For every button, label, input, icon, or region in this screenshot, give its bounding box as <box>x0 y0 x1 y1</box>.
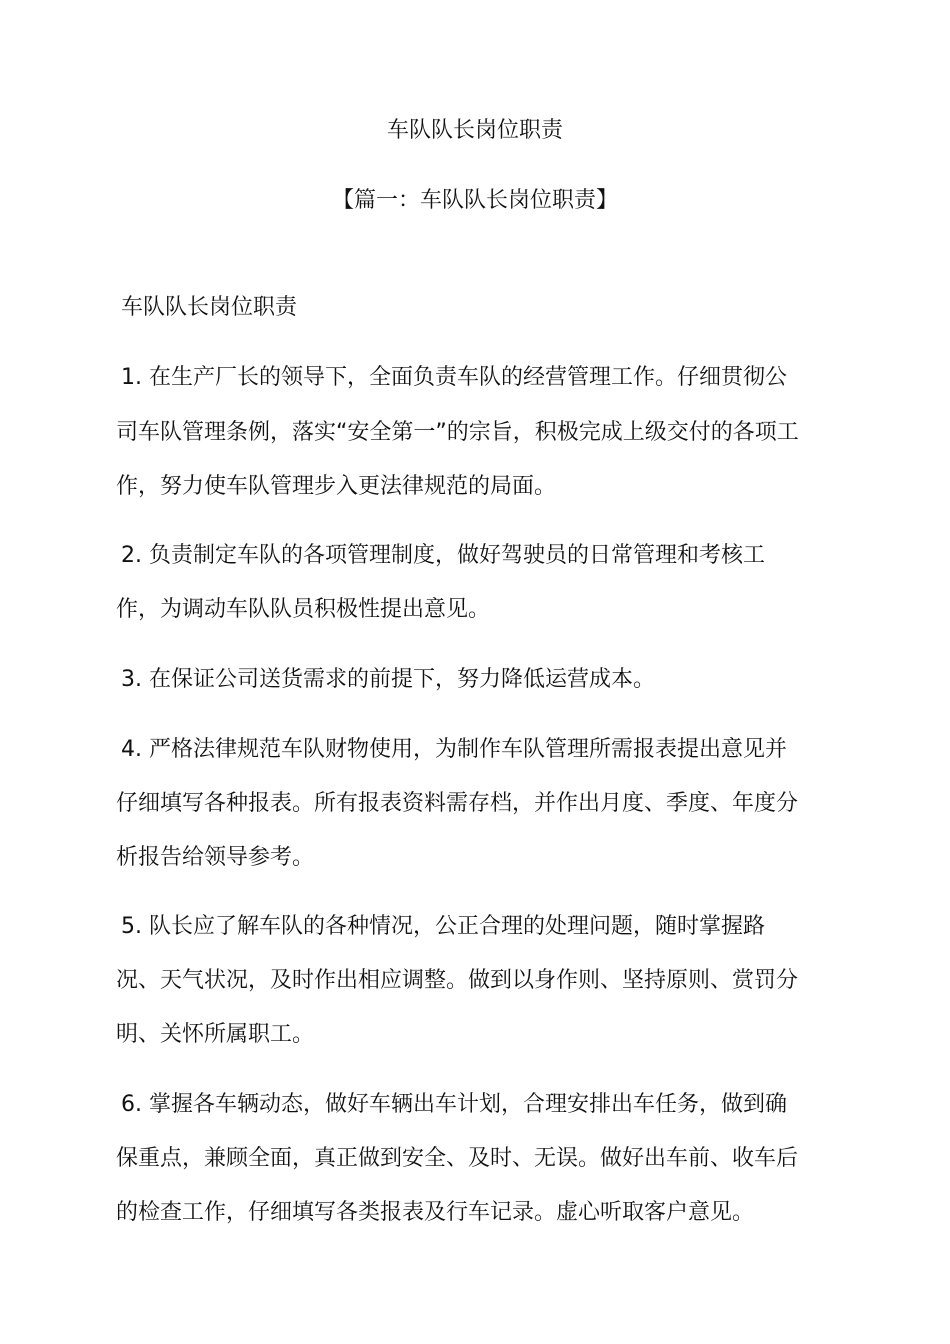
paragraph-line: 保重点，兼顾全面，真正做到安全、及时、无误。做好出车前、收车后 <box>116 1146 799 1171</box>
paragraph-line: 司车队管理条例，落实“安全第一”的宗旨，积极完成上级交付的各项工 <box>116 420 799 445</box>
page-title: 车队队长岗位职责 <box>386 118 563 143</box>
paragraph-line: 作，努力使车队管理步入更法律规范的局面。 <box>116 474 557 499</box>
paragraph-line: 6. 掌握各车辆动态，做好车辆出车计划，合理安排出车任务，做到确 <box>121 1092 787 1117</box>
paragraph-line: 的检查工作，仔细填写各类报表及行车记录。虚心听取客户意见。 <box>116 1200 755 1225</box>
paragraph-line: 明、关怀所属职工。 <box>116 1022 315 1047</box>
paragraph-line: 3. 在保证公司送货需求的前提下，努力降低运营成本。 <box>121 667 655 692</box>
paragraph-line: 仔细填写各种报表。所有报表资料需存档，并作出月度、季度、年度分 <box>116 791 799 816</box>
section-heading: 车队队长岗位职责 <box>121 295 298 320</box>
page-subtitle: 【篇一：车队队长岗位职责】 <box>331 188 618 213</box>
paragraph-line: 4. 严格法律规范车队财物使用，为制作车队管理所需报表提出意见并 <box>121 737 787 762</box>
paragraph-line: 1. 在生产厂长的领导下，全面负责车队的经营管理工作。仔细贯彻公 <box>121 365 787 390</box>
paragraph-line: 析报告给领导参考。 <box>116 845 315 870</box>
paragraph-line: 5. 队长应了解车队的各种情况，公正合理的处理问题，随时掌握路 <box>121 914 765 939</box>
paragraph-line: 作，为调动车队队员积极性提出意见。 <box>116 597 491 622</box>
paragraph-line: 2. 负责制定车队的各项管理制度，做好驾驶员的日常管理和考核工 <box>121 543 765 568</box>
paragraph-line: 况、天气状况，及时作出相应调整。做到以身作则、坚持原则、赏罚分 <box>116 968 799 993</box>
